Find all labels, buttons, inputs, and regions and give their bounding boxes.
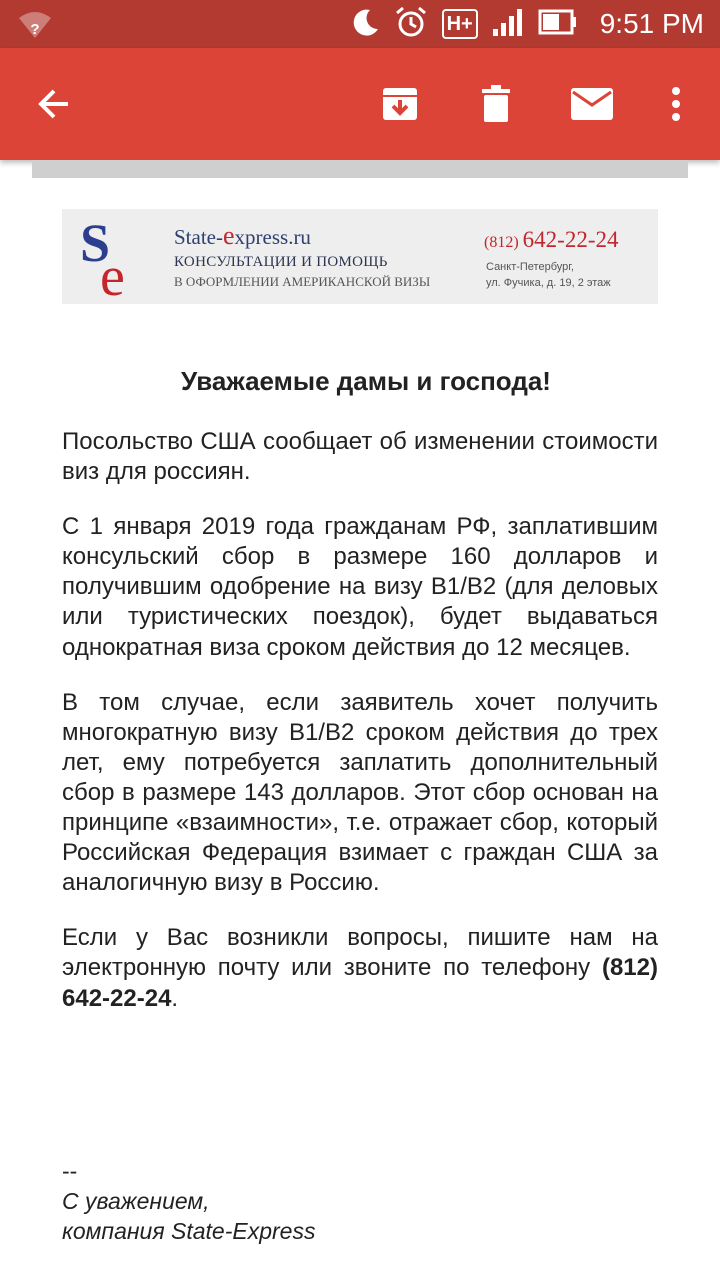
- state-express-logo: [76, 217, 146, 297]
- signal-icon: [492, 7, 524, 42]
- app-bar: [0, 48, 720, 160]
- paragraph-1: Посольство США сообщает об изменении стоимости виз для россиян.: [62, 428, 658, 486]
- banner-city: Санкт-Петербург,: [486, 261, 574, 273]
- contact-phone-link[interactable]: (812) 642-22-24: [62, 954, 658, 1012]
- svg-text:?: ?: [30, 21, 40, 38]
- company-banner: [62, 209, 658, 304]
- paragraph-2: С 1 января 2019 года гражданам РФ, заплатившим консульский сбор в размере 160 долларов и получившим одобрение на визу В1/В2 (для деловых или туристических поездок), будет выдаваться однократная виза сроком действия до 12 месяцев.: [62, 513, 658, 661]
- wifi-question-icon: [18, 10, 52, 40]
- delete-icon[interactable]: [468, 76, 524, 132]
- greeting: Уважаемые дамы и господа!: [181, 366, 551, 396]
- paragraph-4: Если у Вас возникли вопросы, пишите нам на электронную почту или звоните по телефону (812) 642-22-24.: [62, 924, 658, 1012]
- paragraph-3: В том случае, если заявитель хочет получить многократную визу В1/В2 сроком действия до трех лет, ему потребуется заплатить дополнительный сбор в размере 143 долларов. Этот сбор основан на принципе «взаимности», т.е. отражает сбор, который Российская Федерация взимает с граждан США за аналогичную визу в Россию.: [62, 688, 658, 897]
- signature: [62, 1156, 658, 1246]
- svg-text:S: S: [80, 217, 111, 273]
- moon-icon: [350, 7, 380, 42]
- status-bar: [0, 0, 720, 48]
- email-body: [62, 366, 658, 1014]
- site-name: State-express.ru: [174, 221, 311, 250]
- banner-phone: (812) 642-22-24: [484, 227, 619, 252]
- alarm-icon: [394, 5, 428, 44]
- signature-regards: С уважением,: [62, 1188, 210, 1214]
- banner-address: ул. Фучика, д. 19, 2 этаж: [486, 277, 611, 289]
- signature-company: компания State-Express: [62, 1218, 316, 1244]
- battery-icon: [538, 8, 578, 41]
- signature-separator: --: [62, 1158, 78, 1184]
- mark-unread-icon[interactable]: [564, 76, 620, 132]
- archive-icon[interactable]: [372, 76, 428, 132]
- svg-text:e: e: [100, 246, 125, 297]
- more-vert-icon[interactable]: [648, 76, 704, 132]
- clock: 9:51 PM: [599, 8, 704, 39]
- network-type-icon: H+: [442, 9, 478, 39]
- banner-tagline-2: В ОФОРМЛЕНИИ АМЕРИКАНСКОЙ ВИЗЫ: [174, 274, 431, 289]
- message-header-divider: [32, 160, 688, 178]
- back-arrow-icon[interactable]: [26, 76, 82, 132]
- banner-tagline-1: КОНСУЛЬТАЦИИ И ПОМОЩЬ: [174, 254, 388, 270]
